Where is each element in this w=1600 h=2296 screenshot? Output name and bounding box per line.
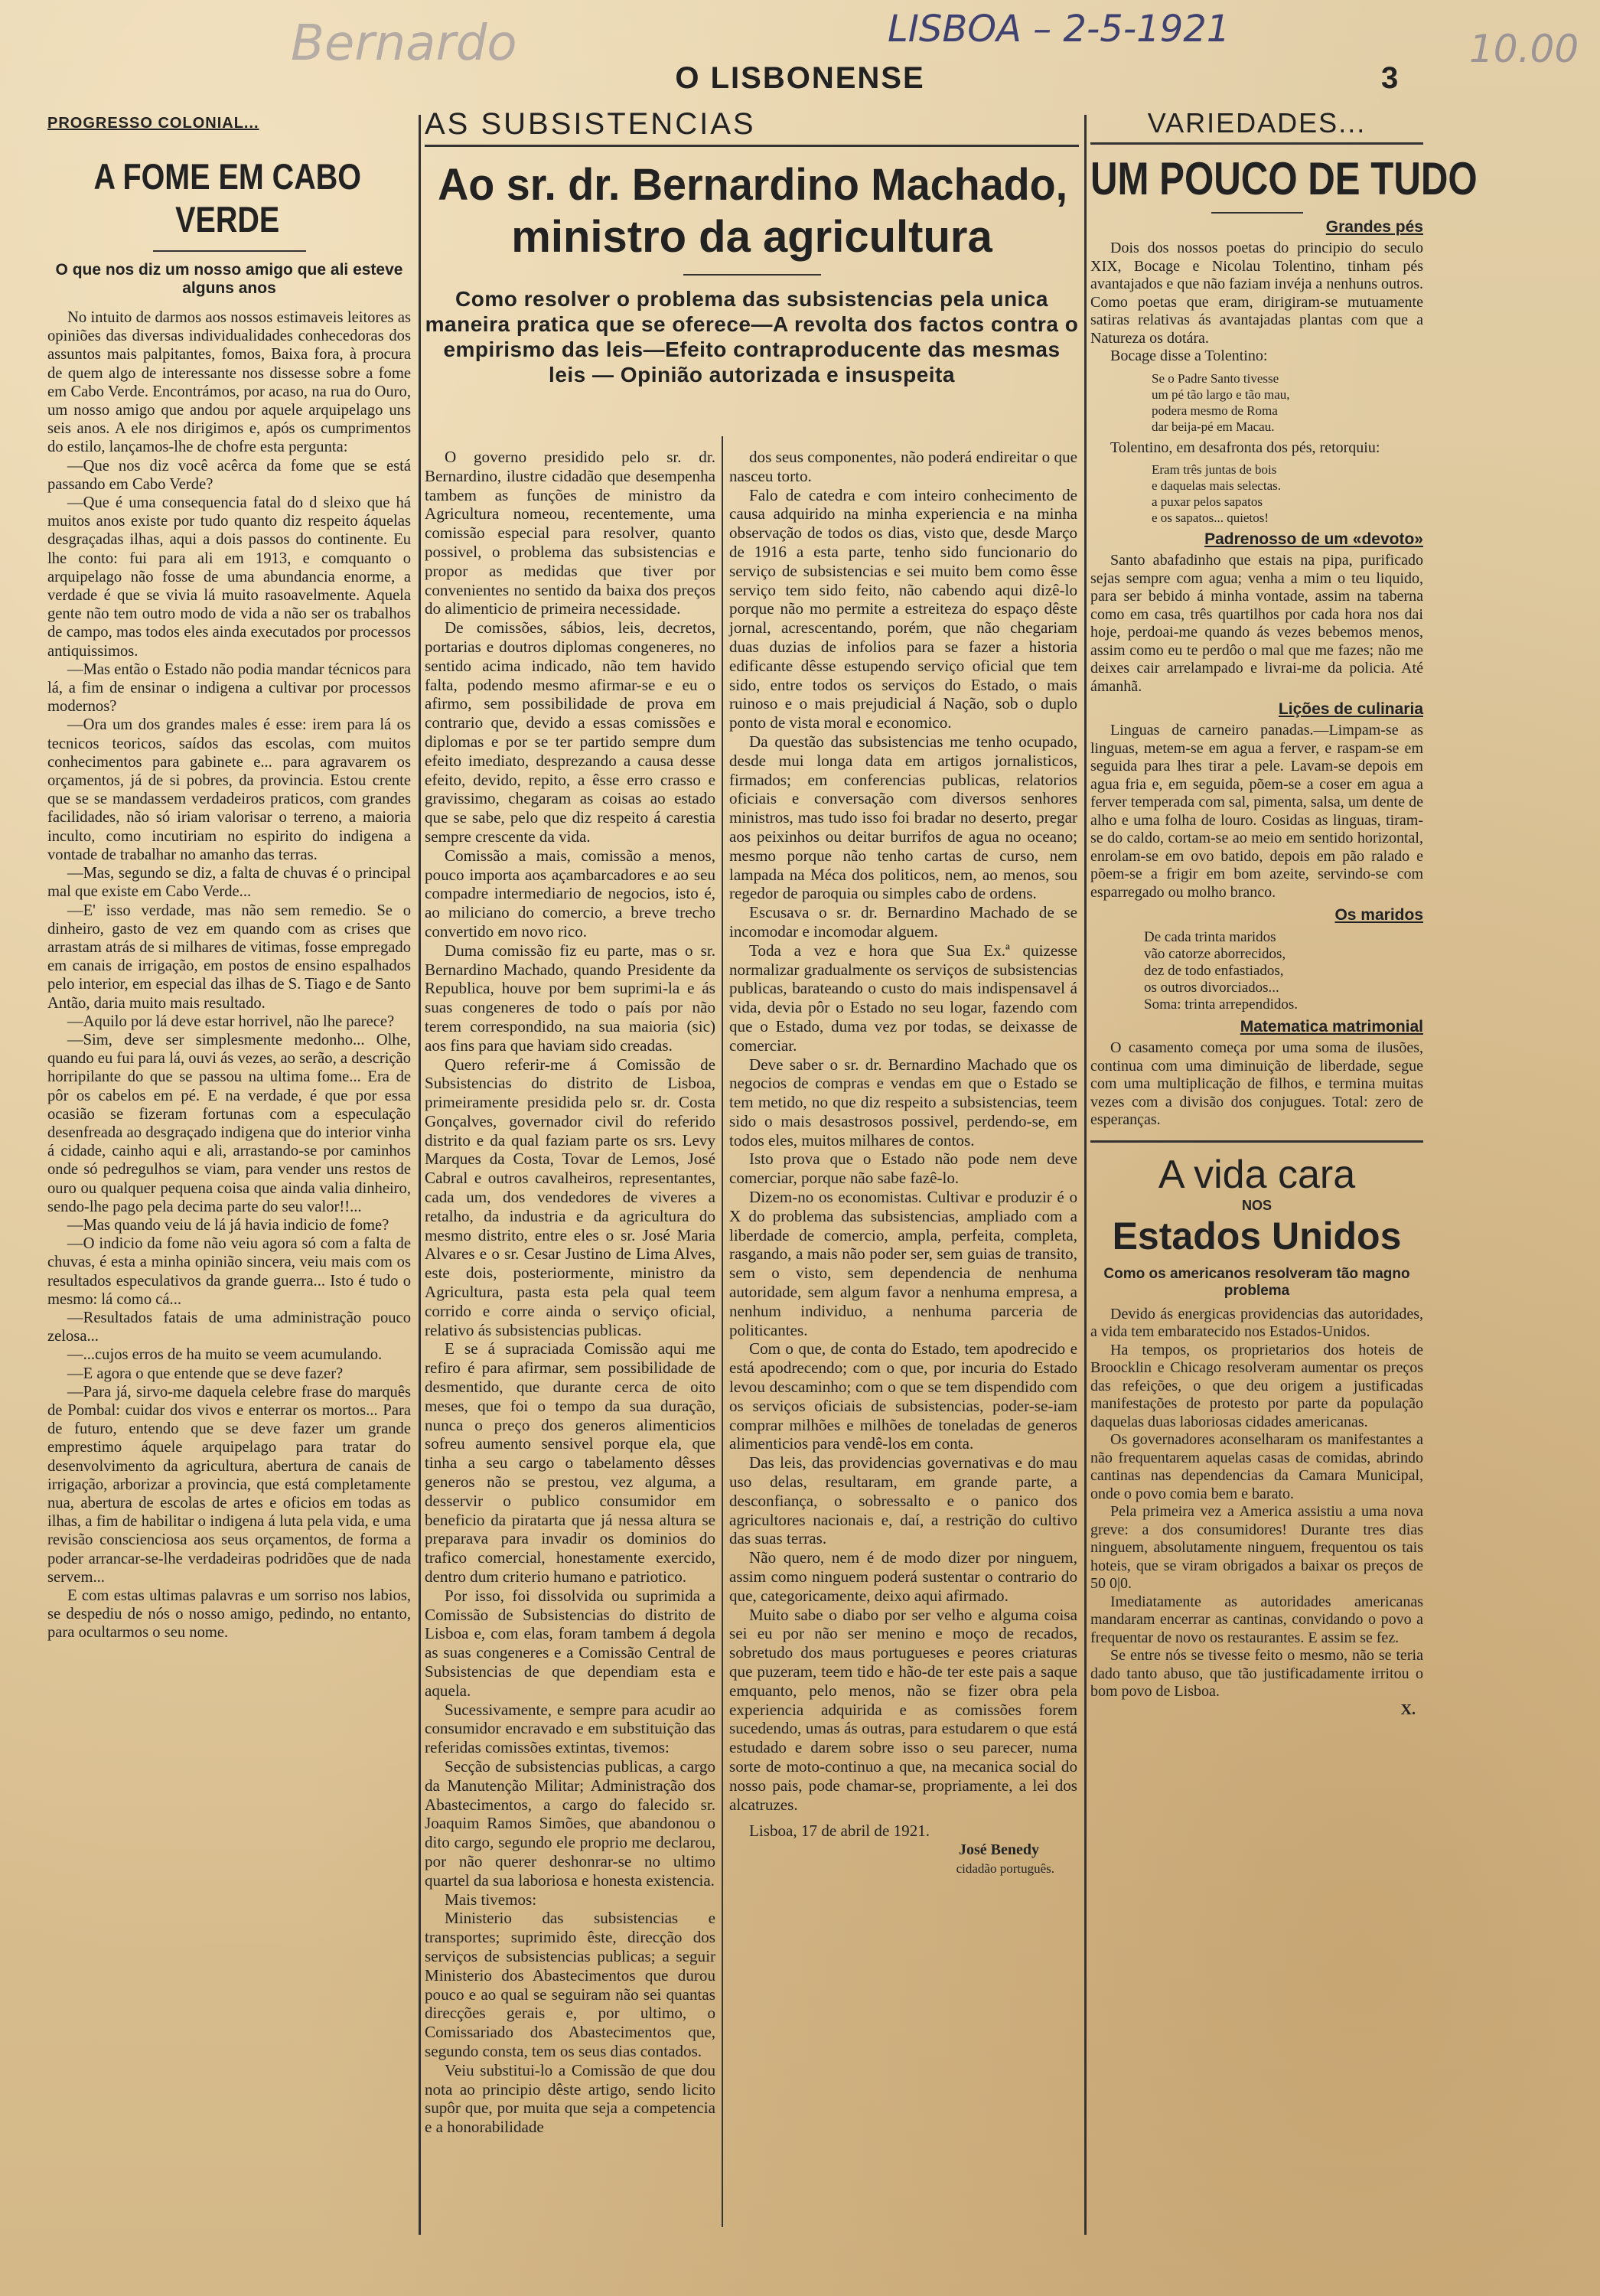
center-paragraph: O governo presidido pelo sr. dr. Bernardino, ilustre cidadão que desempenha tambem as funções de ministro da Agricultura nomeou, recentemente, uma comissão especial para resolver, quanto possivel, o problema das subsistencias e propor as medidas que tiver por convenientes no sentido da baixa dos preços do alimenticio de primeira necessidade. — [425, 448, 715, 618]
box-paragraph: Pela primeira vez a America assistiu a uma nova greve: a dos consumidores! Durante tres dias ninguem, absolutamente ninguem, frequentou os tais hoteis, que se viram obrigados a baixar os preços de 50 0|0. — [1090, 1503, 1423, 1592]
article-signature-sub: cidadão português. — [956, 1861, 1054, 1876]
handwritten-note-left: Bernardo — [291, 15, 517, 72]
poem-line: a puxar pelos sapatos — [1152, 494, 1263, 509]
box-headline-1: A vida cara — [1158, 1152, 1356, 1197]
section-title-grandes-pes: Grandes pés — [1325, 218, 1423, 236]
handwritten-note-right: 10.00 — [1469, 27, 1579, 71]
right-column — [1090, 107, 1478, 2242]
poem-line: os outros divorciados... — [1144, 980, 1279, 996]
center-subhead: Como resolver o problema das subsistencias pela unica maneira pratica que se oferece—A revolta dos factos contra o empirismo das leis—Efeito contraproducente das mesmas leis — Opinião autorizada e insuspeita — [425, 287, 1079, 386]
right-section-body — [1090, 1039, 1423, 1130]
center-paragraph: Mais tivemos: — [445, 1890, 537, 1909]
right-section-body — [1090, 552, 1423, 696]
page-number: 3 — [1381, 61, 1399, 95]
poem-line: e daquelas mais selectas. — [1152, 478, 1281, 493]
left-paragraph: —Ora um dos grandes males é esse: irem para lá os tecnicos teoricos, saídos das escolas, com muitos conhecimentos para gabinete e... para agravarem os orçamentos, já de si pobres, da provincia. Estou crente que se se mandassem verdadeiros praticos, com grandes facilidades, não só iriam valorisar o terreno, a maioria inculto, como incutiriam no espirito do indigena a vontade de trabalhar no amanho das terras. — [47, 716, 411, 863]
box-paragraph: Os governadores aconselharam os manifestantes a não frequentarem aquelas casas de comidas, abrindo cantinas nas dependencias da Camara Municipal, onde o povo comia bem e barato. — [1090, 1431, 1423, 1502]
box-subhead: Como os americanos resolveram tão magno problema — [1103, 1265, 1410, 1299]
center-paragraph: Isto prova que o Estado não pode nem deve comerciar, porque não sabe fazê-lo. — [729, 1150, 1077, 1188]
poem-bocage — [1090, 370, 1423, 435]
column-rule-1 — [419, 115, 421, 2235]
article-signature: José Benedy — [959, 1841, 1039, 1859]
right-paragraph: Tolentino, em desafronta dos pés, retorquiu: — [1110, 439, 1380, 456]
right-headline: UM POUCO DE TUDO — [1090, 153, 1478, 204]
center-paragraph: Quero referir-me á Comissão de Subsistencias do distrito de Lisboa, primeiramente presidida pelo sr. dr. Costa Gonçalves, governador civil do referido distrito e da qual faziam parte os srs. Levy Marques da Costa, Tovar de Lemos, José Cabral e outros cavalheiros, representantes, cada um, dos vendedores de viveres a retalho, da industria e da agricultura do mesmo distrito, entre eles o sr. José Maria Alvares e o sr. Cesar Justino de Lima Alves, este dois, posteriormente, ministro da Agricultura, pasta esta pela qual teem corrido e corre ainda o serviço oficial, relativo ás subsistencias publicas. — [425, 1055, 715, 1339]
center-column-b — [729, 448, 1077, 2231]
center-headline-rule — [683, 274, 821, 276]
handwritten-date: LISBOA – 2-5-1921 — [888, 8, 1230, 51]
center-paragraph: Veiu substitui-lo a Comissão de que dou nota ao principio dêste artigo, sendo licito supôr que, por muita que seja a competencia e a honorabilidade — [425, 2060, 715, 2137]
center-paragraph: Escusava o sr. dr. Bernardino Machado de se incomodar e incomodar alguem. — [729, 903, 1077, 941]
center-paragraph: dos seus componentes, não poderá endireitar o que nasceu torto. — [729, 448, 1077, 485]
box-paragraph: Imediatamente as autoridades americanas mandaram encerrar as cantinas, convidando o povo a frequentar de novo os restaurantes. E assim se fez. — [1090, 1593, 1423, 1646]
right-paragraph: Santo abafadinho que estais na pipa, purificado sejas sempre com agua; venha a mim o teu liquido, para ser bebido á minha vontade, assim na taberna como em casa, três quartilhos por cada hora nos dai hoje, perdoai-me quando ás vezes bebemos menos, assim como eu te perdôo o mal que me fazes; não me deixes cair arrelampado e livrai-me da policia. Até ámanhã. — [1090, 552, 1423, 695]
center-kicker-rule — [425, 145, 1079, 147]
section-title-maridos: Os maridos — [1334, 906, 1423, 924]
newspaper-name: O LISBONENSE — [675, 61, 925, 95]
center-kicker: AS SUBSISTENCIAS — [425, 107, 756, 141]
left-paragraph: —O indicio da fome não veiu agora só com a falta de chuvas, é esta a minha opinião sincera, veiu mais com os resultados especulativos da grande guerra... Isto é tudo o mesmo: lá como cá... — [47, 1235, 411, 1308]
left-paragraph: No intuito de darmos aos nossos estimaveis leitores as opiniões das diversas individualidades conhecedoras dos assuntos mais palpitantes, fomos, Baixa fora, à procura de quem algo de interessante nos dissesse sobre a fome em Cabo Verde. Encontrámos, por acaso, na rua do Ouro, um nosso amigo que andou por aquele arquipelago uns seis anos. A ele nos dirigimos e, após os cumprimentos do estilo, lançamos-lhe de chofre esta pergunta: — [47, 309, 411, 456]
left-paragraph: —Aquilo por lá deve estar horrivel, não lhe parece? — [67, 1013, 395, 1030]
center-paragraph: Muito sabe o diabo por ser velho e alguma coisa sei eu por não ser menino e moço de recados, sobretudo dos maus portugueses e peores criaturas que puzeram, teem tido e hão-de ter este pais a saque emquanto, pelo menos, não se fizer obra pela experiencia adquirida e as comissões forem sucedendo, umas ás outras, para estudarem o que está estudado e darem sobre isso o seu parecer, numa sorte de moto-continuo a que, na mecanica social do nosso pais, pode chamar-se, propriamente, a lei dos alcatruzes. — [729, 1605, 1077, 1814]
box-headline-nos: NOS — [1241, 1197, 1272, 1213]
center-paragraph: Secção de subsistencias publicas, a cargo da Manutenção Militar; Administração dos Abastecimentos, a cargo do falecido sr. Joaquim Ramos Simões, que abandonou o dito cargo, segundo ele proprio me declarou, por não querer deshonrar-se no ultimo quartel da sua laboriosa e honesta existencia. — [425, 1756, 715, 1890]
right-paragraph: Linguas de carneiro panadas.—Limpam-se as linguas, metem-se em agua a ferver, e raspam-se em seguida para lhes tirar a pele. Lavam-se depois em agua fria e, em seguida, põem-se a coser em agua a ferver temperada com sal, pimenta, salsa, um dente de alho e uma folha de louro. Cosidas as linguas, tiram-se do caldo, cortam-se ao meio em sentido horizontal, enrolam-se em ovo batido, depois em pão ralado e põem-se a frigir em bom azeite, servindo-se com esparregado ou molho branco. — [1090, 722, 1423, 901]
left-paragraph: —Mas então o Estado não podia mandar técnicos para lá, a fim de ensinar o indigena a cultivar por processos modernos? — [47, 660, 411, 716]
box-top-rule — [1090, 1140, 1423, 1143]
box-signature: X. — [1400, 1701, 1416, 1718]
box-paragraph: Se entre nós se tivesse feito o mesmo, não se teria dado tanto abuso, que tão justificadamente irritou o bom povo de Lisboa. — [1090, 1647, 1423, 1700]
center-paragraph: Duma comissão fiz eu parte, mas o sr. Bernardino Machado, quando Presidente da Republica, houve por bem suprimi-la e ás suas congeneres de todo o país por não terem correspondido, na sua maioria (sic) aos fins para que haviam sido creadas. — [425, 941, 715, 1055]
poem-line: Eram três juntas de bois — [1152, 462, 1277, 477]
right-section-body — [1090, 240, 1423, 366]
section-title-culinaria: Lições de culinaria — [1278, 700, 1423, 718]
center-header — [425, 107, 1079, 436]
center-paragraph: Da questão das subsistencias me tenho ocupado, desde mui longa data em artigos jornalisticos, firmados; em conferencias publicas, relatorios oficiais e conversação com diversos senhores ministros, mas tudo isso foi bradar no deserto, pregar aos peixinhos ou deitar burrifos de agua no oceano; mesmo porque não tenho cartas de curso, nem lampada na Méca dos politicos, nem, ao menos, sou regedor de paroquia ou simples cabo de ordens. — [729, 732, 1077, 903]
center-paragraph: Não quero, nem é de modo dizer por ninguem, assim como ninguem poderá sustentar o contrario do que, categoricamente, deixo aqui afirmado. — [729, 1548, 1077, 1605]
poem-line: dar beija-pé em Macau. — [1152, 419, 1275, 434]
box-paragraph: Devido ás energicas providencias das autoridades, a vida tem embaratecido nos Estados-Unidos. — [1090, 1305, 1423, 1340]
center-column-a — [425, 448, 715, 2231]
column-rule-center — [722, 436, 723, 2227]
center-paragraph: Toda a vez e hora que Sua Ex.ª quizesse normalizar gradualmente os serviços de subsistencias publicas, barateando o custo do mais indispensavel á vida, devia pôr o Estado no seu logar, fazendo com que o Estado, duma vez por todas, se deixasse de comerciar. — [729, 941, 1077, 1055]
right-paragraph: O casamento começa por uma soma de ilusões, continua com uma diminuição de liberdade, segue com uma multiplicação de filhos, e termina muitas vezes com a divisão dos conjugues. Total: zero de esperanças. — [1090, 1039, 1423, 1128]
left-paragraph: —Sim, deve ser simplesmente medonho... Olhe, quando eu fui para lá, ouvi ás vezes, ao serão, a descrição horripilante do que se passou na ultima fome... Era de pôr os cabelos em pé. E na verdade, é que por essa ocasião se fizeram fortunas com a especulação desenfreada ao desgraçado indigena que do interior vinha á cidade, cainho aqui e ali, arrastando-se por caminhos onde só pedregulhos se viam, para vender uns restos de ouro ou qualquer pequena coisa que ainda valia dinheiro, sendo-lhe pago pela decima parte do seu valor!!... — [47, 1031, 411, 1215]
center-paragraph: Das leis, das providencias governativas e do mau uso delas, resultaram, em grande parte, a desconfiança, o sobressalto e o panico dos agricultores nacionais e, daí, a restrição do cultivo das suas terras. — [729, 1453, 1077, 1548]
box-paragraph: Ha tempos, os proprietarios dos hoteis de Broocklin e Chicago resolveram aumentar os preços das refeições, o que deu origem a justificadas manifestações de protesto por parte da população daquelas duas laboriosas cidades americanas. — [1090, 1341, 1423, 1430]
center-paragraph: Dizem-no os economistas. Cultivar e produzir é o X do problema das subsistencias, ampliado com a liberdade de comercio, ampla, perfeita, completa, rasgando, a mais não poder ser, sem guias de transito, sem o visto, sem dependencia de nenhuma autoridade, sem algum favor a nenhuma empresa, a nenhum individuo, a nenhuma parceria de politicantes. — [729, 1188, 1077, 1339]
poem-line: dez de todo enfastiados, — [1144, 963, 1284, 979]
left-paragraph: —...cujos erros de ha muito se veem acumulando. — [67, 1346, 383, 1364]
center-paragraph: Com o que, de conta do Estado, tem apodrecido e está apodrecendo; com o que, por incuria do Estado levou descaminho; com o que se tem dispendido com os serviços oficiais de subsistencias, poder-se-iam comprar milhões e milhões de toneladas de generos alimenticios para vendê-los em conta. — [729, 1339, 1077, 1453]
right-section-body — [1090, 722, 1423, 902]
poem-tolentino — [1090, 461, 1423, 526]
left-kicker: PROGRESSO COLONIAL... — [47, 115, 259, 132]
section-title-padrenosso: Padrenosso de um «devoto» — [1204, 530, 1423, 548]
right-kicker: VARIEDADES... — [1147, 107, 1367, 139]
left-headline-rule — [153, 250, 306, 252]
left-headline: A FOME EM CABO VERDE — [93, 156, 361, 240]
left-article-body — [47, 308, 411, 1642]
left-paragraph: —Resultados fatais de uma administração pouco zelosa... — [47, 1309, 411, 1345]
left-paragraph: —Mas, segundo se diz, a falta de chuvas é o principal mal que existe em Cabo Verde... — [47, 865, 411, 901]
center-paragraph: E se á supraciada Comissão aqui me refiro é para afirmar, sem possibilidade de desmentido, que durante cerca de oito meses, que foi o tempo da sua duração, nunca o preço dos generos alimenticios sofreu aumento sensivel porque ela, que tinha a seu cargo o tabelamento dêsses generos não se prestou, vez alguma, a desservir o publico consumidor em beneficio da piratarta que já nessa altura se preparava para invadir os dominios do trafico comercial, honestamente exercido, dentro dum criterio humano e patriotico. — [425, 1339, 715, 1587]
dateline: Lisboa, 17 de abril de 1921. — [749, 1821, 930, 1841]
column-rule-2 — [1084, 115, 1087, 2235]
right-paragraph: Dois dos nossos poetas do principio do seculo XIX, Bocage e Nicolau Tolentino, tinham pés avantajados e que não faziam invéja a nenhuns outros. Como poetas que eram, dirigiram-se mutuamente satiras relativas ás avantajadas plantas com que a Natureza os dotára. — [1090, 240, 1423, 347]
center-paragraph: Comissão a mais, comissão a menos, pouco importa aos açambarcadores e ao seu compadre intermediario de negocios, isto é, ao miliciano do comercio, a breve trecho convertido em novo rico. — [425, 846, 715, 941]
right-kicker-rule — [1090, 142, 1423, 145]
section-title-matematica: Matematica matrimonial — [1240, 1018, 1423, 1035]
poem-line: De cada trinta maridos — [1144, 929, 1276, 945]
right-section-body — [1090, 439, 1423, 458]
center-paragraph: De comissões, sábios, leis, decretos, portarias e doutros diplomas congeneres, no sentido acima indicado, não tem havido falta, podendo mesmo afirmar-se e eu o afirmo, sem possibilidade de prova em contrario que, devido a essas comissões e diplomas e por se ter partido sempre dum efeito imediato, desprezando a causa desse efeito, devido, repito, a êsse erro crasso e gravissimo, chegaram as coisas ao estado que se sabe, pelo que diz respeito á carestia sempre crescente da vida. — [425, 618, 715, 846]
box-article-body — [1090, 1306, 1423, 1701]
center-headline-2: ministro da agricultura — [511, 212, 992, 262]
center-paragraph: Deve saber o sr. dr. Bernardino Machado que os negocios de compras e vendas em que o Estado se tem metido, no que diz respeito a subsistencias, teem sido o mais desastrosos possivel, perdendo-se, em todos eles, muitos milhares de contos. — [729, 1055, 1077, 1150]
right-headline-rule — [1211, 212, 1303, 214]
center-headline-1: Ao sr. dr. Bernardino Machado, — [438, 160, 1068, 210]
poem-line: Soma: trinta arrependidos. — [1144, 996, 1299, 1013]
poem-line: vão catorze aborrecidos, — [1144, 946, 1286, 962]
left-paragraph: —Que é uma consequencia fatal do d sleixo que há muitos anos existe por tudo quanto diz respeito áquelas desgraçadas ilhas, aqui a dois passos do continente. Eu lhe conto: fui para ali em 1913, e comquanto o arquipelago não fosse de uma abundancia enorme, a verdade é que se vivia lá muito rasoavelmente. Aquela gente não tem outro modo de vida a não ser os trabalhos de campo, mas todos eles ainda executados por processos antiquissimos. — [47, 494, 411, 660]
box-headline-2: Estados Unidos — [1112, 1214, 1402, 1257]
poem-line: Se o Padre Santo tivesse — [1152, 370, 1279, 386]
left-paragraph: E com estas ultimas palavras e um sorriso nos labios, se despediu de nós o nosso amigo, pedindo, no entanto, para ocultarmos o seu nome. — [47, 1587, 411, 1642]
center-paragraph: Ministerio das subsistencias e transportes; suprimido êste, direcção dos serviços de subsistencias publicas; a seguir Ministerio dos Abastecimentos que durou pouco e ao qual se seguiram não sei quantas direcções gerais e, por ultimo, o Comissariado dos Abastecimentos que, segundo consta, tem os seus dias contados. — [425, 1909, 715, 2060]
left-paragraph: —E' isso verdade, mas não sem remedio. Se o dinheiro, gasto de vez em quando com as crises que arrastam atrás de si milhares de vitimas, fosse empregado em canais de irrigação, em postos de ensino espalhados pelo interior, em especial das ilhas de S. Tiago e de Santo Antão, daria muito mais resultado. — [47, 902, 411, 1012]
center-paragraph: Sucessivamente, e sempre para acudir ao consumidor encravado e em substituição das referidas comissões extintas, tivemos: — [425, 1700, 715, 1757]
left-subhead: O que nos diz um nosso amigo que ali esteve alguns anos — [55, 261, 403, 297]
left-paragraph: —Que nos diz você acêrca da fome que se está passando em Cabo Verde? — [47, 457, 411, 493]
center-paragraph: Falo de catedra e com inteiro conhecimento de causa adquirido na minha experiencia e na minha observação de todos os dias, visto que, desde Março de 1916 a esta parte, tenho sido funcionario do serviço de subsistencias e sei muito bem como êsse serviço tem sido feito, não cabendo aqui dizê-lo porque não mo permite a estreiteza do espaço dêste jornal, acrescentando, porém, que não chegariam duas duzias de infolios para se fazer a historia edificante dêsse estupendo serviço oficial que tem sido, entre todos os serviços do Estado, o mais ruinoso e o mais prejudicial á Nação, sob o duplo ponto de vista moral e economico. — [729, 485, 1077, 732]
right-paragraph: Bocage disse a Tolentino: — [1110, 347, 1268, 364]
poem-line: um pé tão largo e tão mau, — [1152, 386, 1290, 402]
poem-line: podera mesmo de Roma — [1152, 403, 1278, 418]
left-paragraph: —Mas quando veiu de lá já havia indicio de fome? — [67, 1216, 389, 1234]
left-column — [47, 115, 411, 2242]
poem-maridos — [1090, 929, 1423, 1013]
poem-line: e os sapatos... quietos! — [1152, 510, 1269, 525]
left-paragraph: —Para já, sirvo-me daquela celebre frase do marquês de Pombal: cuidar dos vivos e enterrar os mortos... Para de futuro, entendo que se deve fazer um grande emprestimo áquele arquipelago para tratar do desenvolvimento da agricultura, abertura de canais de irrigação, arborizar a provincia, que está completamente nua, abertura de escolas de artes e oficios em todas as ilhas, a fim de habilitar o indigena á luta pela vida, e uma revisão conscienciosa aos seus orçamentos, de forma a poder arrancar-se-lhe verdadeiras podridões que de nada servem... — [47, 1383, 411, 1586]
left-paragraph: —E agora o que entende que se deve fazer? — [67, 1365, 344, 1382]
center-paragraph: Por isso, foi dissolvida ou suprimida a Comissão de Subsistencias do distrito de Lisboa e, com elas, foram tambem á degola as suas congeneres e a Comissão Central de Subsistencias de que dependiam esta e aquela. — [425, 1586, 715, 1700]
